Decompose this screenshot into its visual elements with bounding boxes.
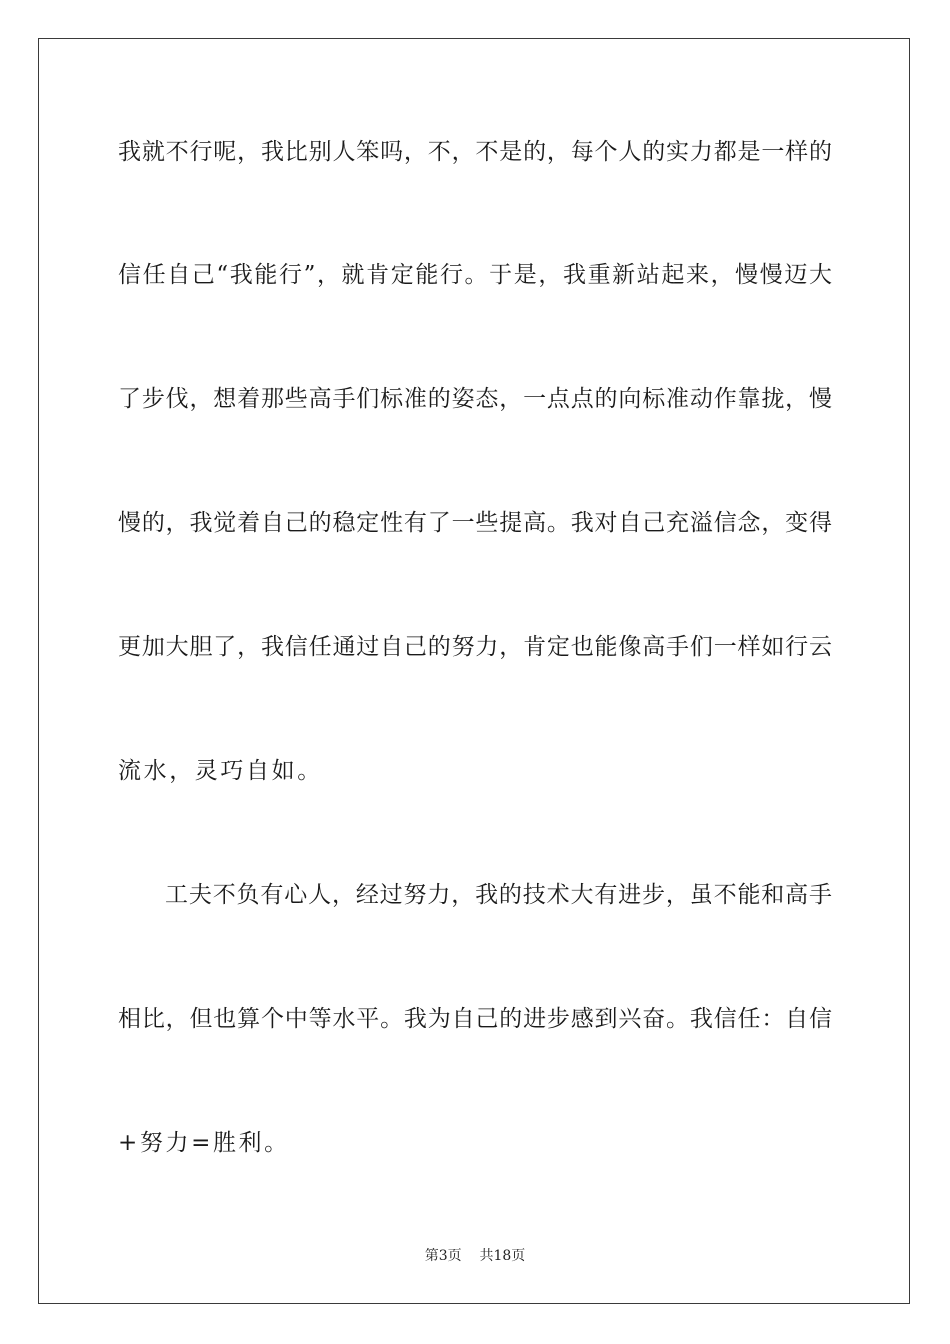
page-border (38, 38, 910, 1304)
page-total: 共18页 (479, 1248, 526, 1264)
body-text-line-7: 工夫不负有心人，经过努力，我的技术大有进步，虽不能和高手 (165, 882, 832, 908)
body-text-line-8: 相比，但也算个中等水平。我为自己的进步感到兴奋。我信任：自信 (118, 1006, 832, 1032)
page-number: 第3页 (424, 1248, 462, 1264)
page-footer (0, 1247, 950, 1265)
body-text-line-4: 慢的，我觉着自己的稳定性有了一些提高。我对自己充溢信念，变得 (118, 510, 832, 536)
body-text-line-1: 我就不行呢，我比别人笨吗，不，不是的，每个人的实力都是一样的 (118, 139, 832, 165)
body-text-line-3: 了步伐，想着那些高手们标准的姿态，一点点的向标准动作靠拢，慢 (118, 386, 832, 412)
body-text-line-2: 信任自己“我能行”，就肯定能行。于是，我重新站起来，慢慢迈大 (118, 262, 832, 288)
body-text-line-6: 流水，灵巧自如。 (118, 758, 323, 784)
body-text-line-9: +努力=胜利。 (118, 1130, 290, 1156)
body-text-line-5: 更加大胆了，我信任通过自己的努力，肯定也能像高手们一样如行云 (118, 634, 832, 660)
